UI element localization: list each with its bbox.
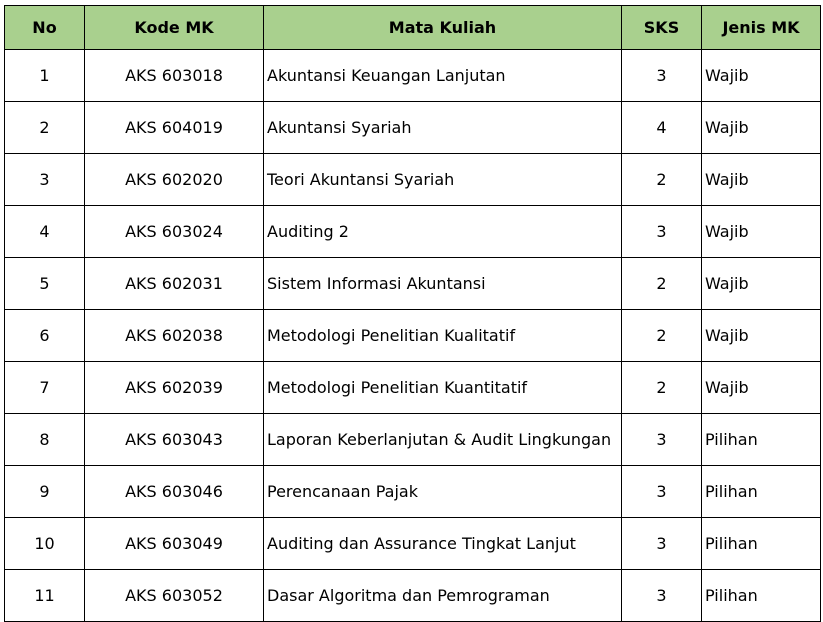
cell-jenis-mk: Wajib: [702, 258, 821, 310]
header-no: No: [5, 6, 85, 50]
cell-no: 1: [5, 50, 85, 102]
cell-jenis-mk: Wajib: [702, 362, 821, 414]
cell-no: 2: [5, 102, 85, 154]
header-kode-mk: Kode MK: [85, 6, 264, 50]
cell-no: 7: [5, 362, 85, 414]
cell-mata-kuliah: Akuntansi Syariah: [264, 102, 622, 154]
table-row: [5, 50, 821, 102]
cell-sks: 3: [622, 518, 702, 570]
cell-jenis-mk: Pilihan: [702, 466, 821, 518]
cell-sks: 3: [622, 414, 702, 466]
table-row: [5, 206, 821, 258]
table-body: [5, 50, 821, 622]
cell-sks: 3: [622, 206, 702, 258]
course-table: [4, 5, 821, 622]
cell-no: 5: [5, 258, 85, 310]
cell-mata-kuliah: Auditing 2: [264, 206, 622, 258]
cell-mata-kuliah: Perencanaan Pajak: [264, 466, 622, 518]
cell-no: 6: [5, 310, 85, 362]
cell-kode-mk: AKS 603049: [85, 518, 264, 570]
cell-sks: 3: [622, 466, 702, 518]
cell-mata-kuliah: Auditing dan Assurance Tingkat Lanjut: [264, 518, 622, 570]
cell-jenis-mk: Pilihan: [702, 414, 821, 466]
header-sks: SKS: [622, 6, 702, 50]
table-row: [5, 414, 821, 466]
cell-jenis-mk: Wajib: [702, 154, 821, 206]
cell-kode-mk: AKS 602031: [85, 258, 264, 310]
cell-kode-mk: AKS 602020: [85, 154, 264, 206]
cell-sks: 3: [622, 50, 702, 102]
table-row: [5, 258, 821, 310]
cell-mata-kuliah: Laporan Keberlanjutan & Audit Lingkungan: [264, 414, 622, 466]
cell-sks: 2: [622, 258, 702, 310]
cell-no: 10: [5, 518, 85, 570]
header-row: [5, 6, 821, 50]
header-mata-kuliah: Mata Kuliah: [264, 6, 622, 50]
cell-jenis-mk: Wajib: [702, 206, 821, 258]
cell-sks: 2: [622, 362, 702, 414]
cell-mata-kuliah: Akuntansi Keuangan Lanjutan: [264, 50, 622, 102]
cell-kode-mk: AKS 602039: [85, 362, 264, 414]
cell-kode-mk: AKS 603043: [85, 414, 264, 466]
cell-kode-mk: AKS 604019: [85, 102, 264, 154]
cell-jenis-mk: Wajib: [702, 102, 821, 154]
cell-sks: 2: [622, 154, 702, 206]
cell-no: 8: [5, 414, 85, 466]
table-row: [5, 466, 821, 518]
table-header: [5, 6, 821, 50]
cell-kode-mk: AKS 603024: [85, 206, 264, 258]
cell-no: 3: [5, 154, 85, 206]
cell-no: 4: [5, 206, 85, 258]
cell-mata-kuliah: Metodologi Penelitian Kuantitatif: [264, 362, 622, 414]
cell-jenis-mk: Pilihan: [702, 518, 821, 570]
cell-sks: 2: [622, 310, 702, 362]
table-row: [5, 518, 821, 570]
cell-mata-kuliah: Metodologi Penelitian Kualitatif: [264, 310, 622, 362]
cell-no: 9: [5, 466, 85, 518]
table-row: [5, 102, 821, 154]
cell-sks: 4: [622, 102, 702, 154]
cell-mata-kuliah: Dasar Algoritma dan Pemrograman: [264, 570, 622, 622]
cell-mata-kuliah: Teori Akuntansi Syariah: [264, 154, 622, 206]
cell-kode-mk: AKS 602038: [85, 310, 264, 362]
cell-jenis-mk: Pilihan: [702, 570, 821, 622]
cell-kode-mk: AKS 603046: [85, 466, 264, 518]
cell-sks: 3: [622, 570, 702, 622]
table-row: [5, 570, 821, 622]
cell-kode-mk: AKS 603052: [85, 570, 264, 622]
cell-kode-mk: AKS 603018: [85, 50, 264, 102]
table-row: [5, 310, 821, 362]
cell-jenis-mk: Wajib: [702, 50, 821, 102]
header-jenis-mk: Jenis MK: [702, 6, 821, 50]
table-row: [5, 362, 821, 414]
cell-no: 11: [5, 570, 85, 622]
cell-mata-kuliah: Sistem Informasi Akuntansi: [264, 258, 622, 310]
cell-jenis-mk: Wajib: [702, 310, 821, 362]
table-row: [5, 154, 821, 206]
